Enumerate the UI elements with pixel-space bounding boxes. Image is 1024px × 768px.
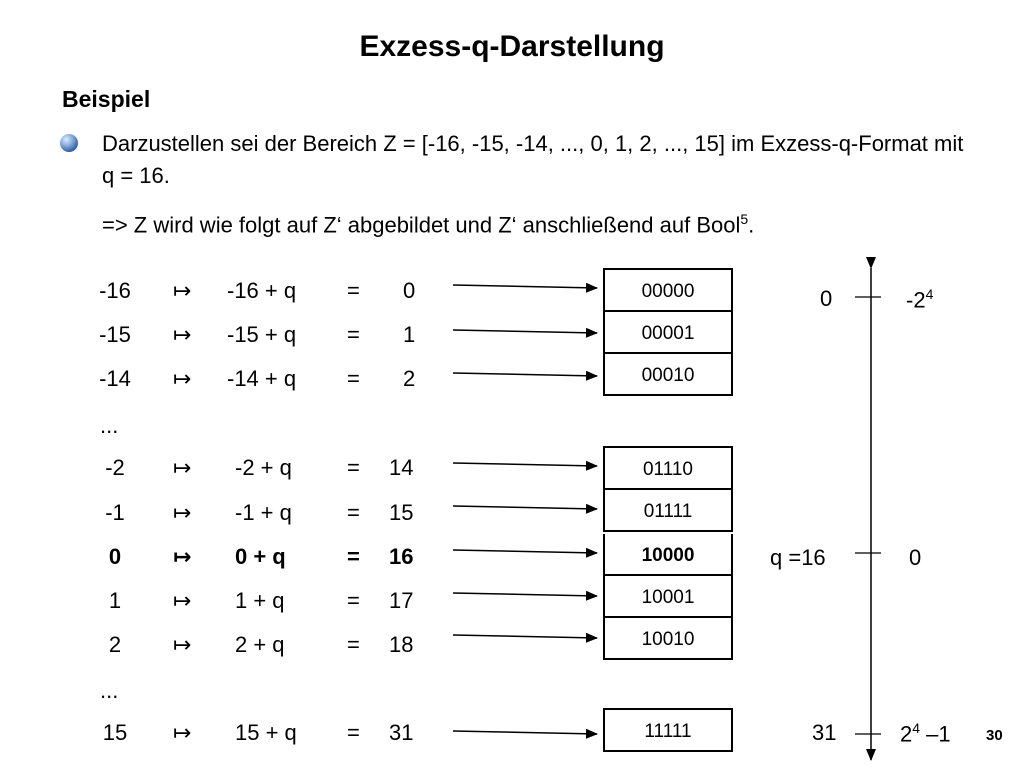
equals-sign: = — [347, 588, 360, 613]
follow-text-end: . — [748, 212, 755, 238]
mapping-arrow — [453, 373, 597, 376]
ellipsis: ... — [100, 678, 119, 703]
section-heading: Beispiel — [62, 86, 151, 112]
equals-sign: = — [347, 366, 360, 391]
row-result: 0 — [403, 278, 416, 303]
scale-label-bottom-left: 31 — [812, 720, 837, 745]
row-value: -14 — [99, 366, 131, 391]
slide-title: Exzess-q-Darstellung — [359, 30, 665, 63]
scale-label-mid-right: 0 — [909, 545, 922, 570]
scale-label-top-right — [906, 286, 933, 313]
binary-box: 00000 — [603, 268, 733, 312]
page-number: 30 — [986, 727, 1003, 744]
scale-label-top-left: 0 — [820, 286, 833, 311]
equals-sign: = — [347, 455, 360, 480]
scale-top-right-base: -2 — [906, 287, 926, 313]
row-value: 2 — [108, 632, 122, 657]
row-value: 0 — [108, 544, 122, 569]
row-expression: 0 + q — [235, 544, 286, 569]
maps-to-symbol: ↦ — [173, 322, 192, 347]
row-expression: -15 + q — [227, 322, 297, 347]
row-result: 2 — [403, 366, 416, 391]
binary-box: 01110 — [603, 446, 733, 490]
row-expression: 15 + q — [235, 720, 297, 745]
ellipsis: ... — [100, 413, 119, 438]
row-expression: -2 + q — [235, 455, 292, 480]
row-result: 31 — [389, 720, 414, 745]
equals-sign: = — [347, 720, 360, 745]
row-result: 15 — [389, 500, 414, 525]
scale-label-mid-left: q =16 — [770, 545, 826, 570]
scale-bottom-right-sup: 4 — [912, 720, 921, 736]
mapping-arrow — [453, 593, 597, 596]
mapping-arrow — [453, 463, 597, 466]
row-expression: -16 + q — [227, 278, 297, 303]
binary-box: 10000 — [603, 534, 733, 576]
mapping-arrow — [453, 635, 597, 638]
maps-to-symbol: ↦ — [173, 455, 192, 480]
row-expression: 2 + q — [235, 632, 285, 657]
binary-box: 00010 — [603, 354, 733, 396]
follow-text-main: => Z wird wie folgt auf Z‘ abgebildet und Z‘ anschließend auf Bool — [102, 212, 741, 238]
maps-to-symbol: ↦ — [173, 720, 192, 745]
maps-to-symbol: ↦ — [173, 588, 192, 613]
equals-sign: = — [347, 278, 360, 303]
row-expression: 1 + q — [235, 588, 285, 613]
mapping-arrow — [453, 506, 597, 509]
scale-bottom-right-tail: –1 — [920, 721, 951, 747]
equals-sign: = — [347, 632, 360, 657]
binary-box: 01111 — [603, 490, 733, 532]
row-value: -1 — [105, 500, 125, 525]
equals-sign: = — [347, 544, 360, 569]
row-value: -15 — [99, 322, 131, 347]
maps-to-symbol: ↦ — [173, 500, 192, 525]
scale-top-right-sup: 4 — [925, 286, 934, 302]
bullet-text: Darzustellen sei der Bereich Z = [-16, -15, -14, ..., 0, 1, 2, ..., 15] im Exzess-q-Format mit q = 16. — [102, 131, 964, 188]
row-value: -2 — [105, 455, 125, 480]
maps-to-symbol: ↦ — [173, 278, 192, 303]
row-value: -16 — [99, 278, 131, 303]
scale-label-bottom-right — [900, 720, 951, 747]
binary-box: 10001 — [603, 576, 733, 618]
row-result: 18 — [389, 632, 414, 657]
maps-to-symbol: ↦ — [173, 366, 192, 391]
mapping-arrow — [453, 550, 597, 553]
row-result: 1 — [403, 322, 416, 347]
row-value: 15 — [102, 720, 128, 745]
mapping-arrow — [453, 731, 597, 734]
row-result: 16 — [389, 544, 414, 569]
row-expression: -14 + q — [227, 366, 297, 391]
follow-text-sup: 5 — [740, 211, 749, 227]
binary-box: 10010 — [603, 618, 733, 660]
row-result: 14 — [389, 455, 414, 480]
maps-to-symbol: ↦ — [173, 544, 192, 569]
mapping-arrow — [453, 330, 597, 333]
equals-sign: = — [347, 322, 360, 347]
binary-box: 11111 — [603, 708, 733, 752]
row-result: 17 — [389, 588, 414, 613]
mapping-arrows — [453, 285, 597, 734]
row-expression: -1 + q — [235, 500, 292, 525]
mapping-arrow — [453, 285, 597, 288]
binary-box: 00001 — [603, 312, 733, 354]
maps-to-symbol: ↦ — [173, 632, 192, 657]
scale-bottom-right-base: 2 — [900, 721, 913, 747]
row-value: 1 — [108, 588, 122, 613]
equals-sign: = — [347, 500, 360, 525]
